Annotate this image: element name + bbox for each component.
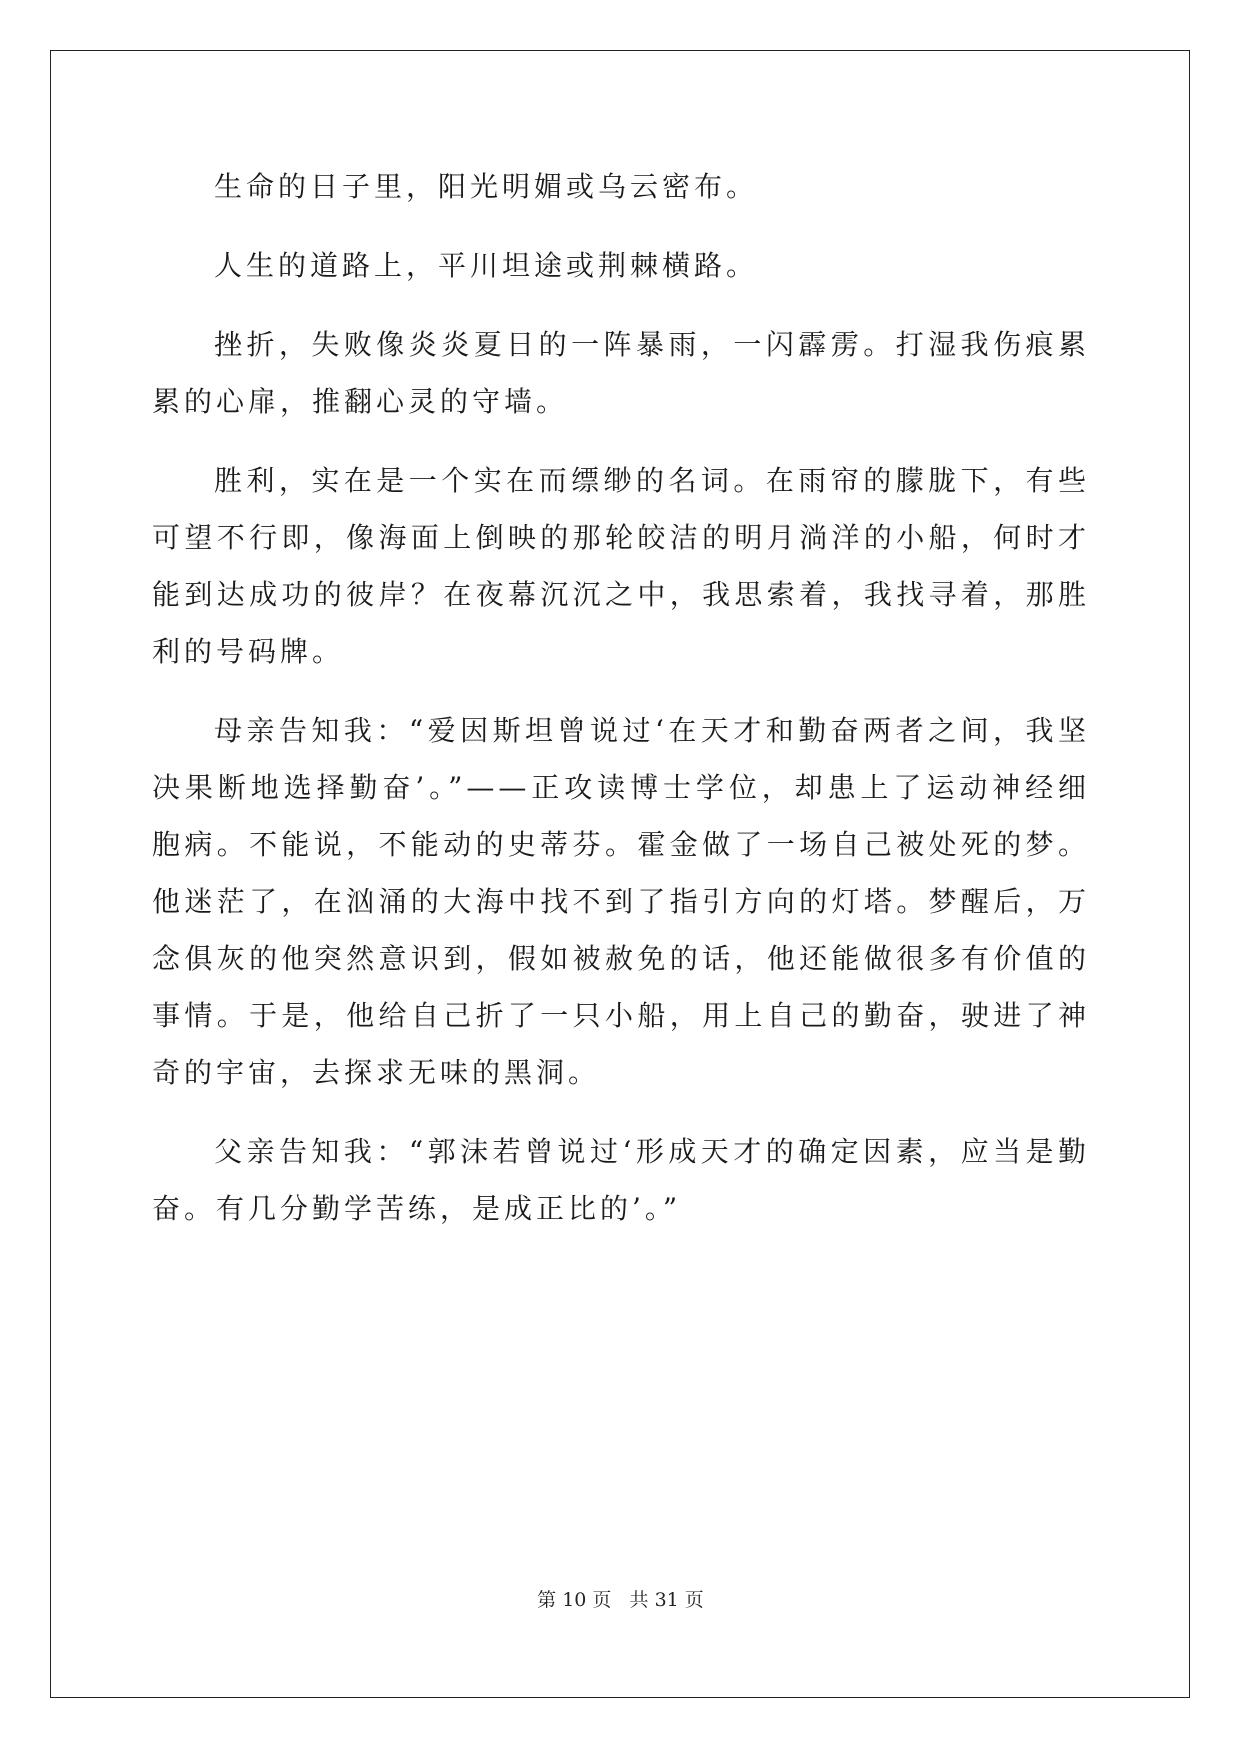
paragraph: 生命的日子里，阳光明媚或乌云密布。 [214,170,759,203]
document-body [152,158,1090,1237]
paragraph: 母亲告知我：“爱因斯坦曾说过‘在天才和勤奋两者之间，我坚决果断地选择勤奋’。”——正攻读博士学位，却患上了运动神经细胞病。不能说，不能动的史蒂芬。霍金做了一场自己被处死的梦。他迷茫了，在汹涌的大海中找不到了指引方向的灯塔。梦醒后，万念俱灰的他突然意识到，假如被赦免的话，他还能做很多有价值的事情。于是，他给自己折了一只小船，用上自己的勤奋，驶进了神奇的宇宙，去探求无味的黑洞。 [152,714,1090,1089]
page-number-footer: 第 10 页 共 31 页 [537,1589,704,1611]
paragraph: 胜利，实在是一个实在而缥缈的名词。在雨帘的朦胧下，有些可望不行即，像海面上倒映的那轮皎洁的明月淌洋的小船，何时才能到达成功的彼岸？在夜幕沉沉之中，我思索着，我找寻着，那胜利的号码牌。 [152,464,1090,668]
paragraph: 父亲告知我：“郭沫若曾说过‘形成天才的确定因素，应当是勤奋。有几分勤学苦练，是成正比的’。” [152,1135,1090,1225]
paragraph: 挫折，失败像炎炎夏日的一阵暴雨，一闪霹雳。打湿我伤痕累累的心扉，推翻心灵的守墙。 [152,328,1090,418]
paragraph: 人生的道路上，平川坦途或荆棘横路。 [214,249,759,282]
